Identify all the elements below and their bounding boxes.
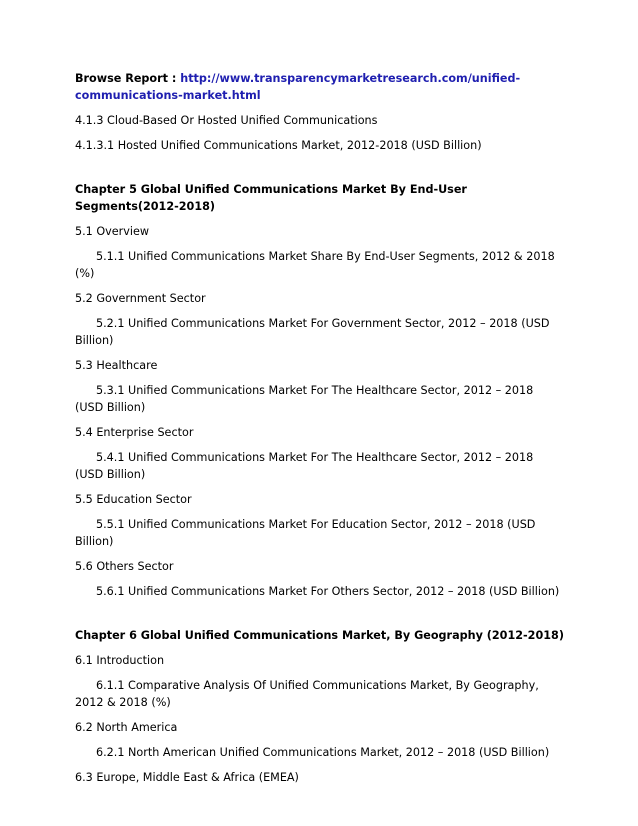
toc-line-5-6: 5.6 Others Sector: [75, 560, 174, 573]
toc-line-4-1-3: 4.1.3 Cloud-Based Or Hosted Unified Communications: [75, 114, 378, 127]
toc-line-5-6-1: 5.6.1 Unified Communications Market For Others Sector, 2012 – 2018 (USD Billion): [96, 585, 560, 598]
toc-line-5-2: 5.2 Government Sector: [75, 292, 206, 305]
toc-line-5-5: 5.5 Education Sector: [75, 493, 192, 506]
toc-line-5-1: 5.1 Overview: [75, 225, 150, 238]
toc-line-5-4: 5.4 Enterprise Sector: [75, 426, 194, 439]
toc-line-5-3-1: 5.3.1 Unified Communications Market For The Healthcare Sector, 2012 – 2018 (USD Billion): [75, 384, 534, 414]
toc-line-6-2: 6.2 North America: [75, 721, 178, 734]
browse-report-line: [75, 70, 565, 104]
chapter-5-heading: Chapter 5 Global Unified Communications Market By End-User Segments(2012-2018): [75, 183, 467, 213]
toc-line-5-4-1: 5.4.1 Unified Communications Market For The Healthcare Sector, 2012 – 2018 (USD Billion): [75, 451, 534, 481]
toc-line-6-1: 6.1 Introduction: [75, 654, 165, 667]
report-link[interactable]: http://www.transparencymarketresearch.com/unified-communications-market.html: [75, 72, 521, 102]
toc-line-5-3: 5.3 Healthcare: [75, 359, 158, 372]
toc-line-6-3: 6.3 Europe, Middle East & Africa (EMEA): [75, 771, 299, 784]
chapter-6-heading: Chapter 6 Global Unified Communications Market, By Geography (2012-2018): [75, 629, 564, 642]
document-page: [75, 70, 565, 794]
toc-line-6-2-1: 6.2.1 North American Unified Communications Market, 2012 – 2018 (USD Billion): [96, 746, 550, 759]
toc-line-5-5-1: 5.5.1 Unified Communications Market For Education Sector, 2012 – 2018 (USD Billion): [75, 518, 536, 548]
browse-report-label: Browse Report :: [75, 72, 181, 85]
toc-line-4-1-3-1: 4.1.3.1 Hosted Unified Communications Market, 2012-2018 (USD Billion): [75, 139, 482, 152]
toc-line-5-2-1: 5.2.1 Unified Communications Market For Government Sector, 2012 – 2018 (USD Billion): [75, 317, 550, 347]
toc-line-6-1-1: 6.1.1 Comparative Analysis Of Unified Communications Market, By Geography, 2012 & 2018 (%): [75, 679, 539, 709]
toc-line-5-1-1: 5.1.1 Unified Communications Market Share By End-User Segments, 2012 & 2018 (%): [75, 250, 555, 280]
